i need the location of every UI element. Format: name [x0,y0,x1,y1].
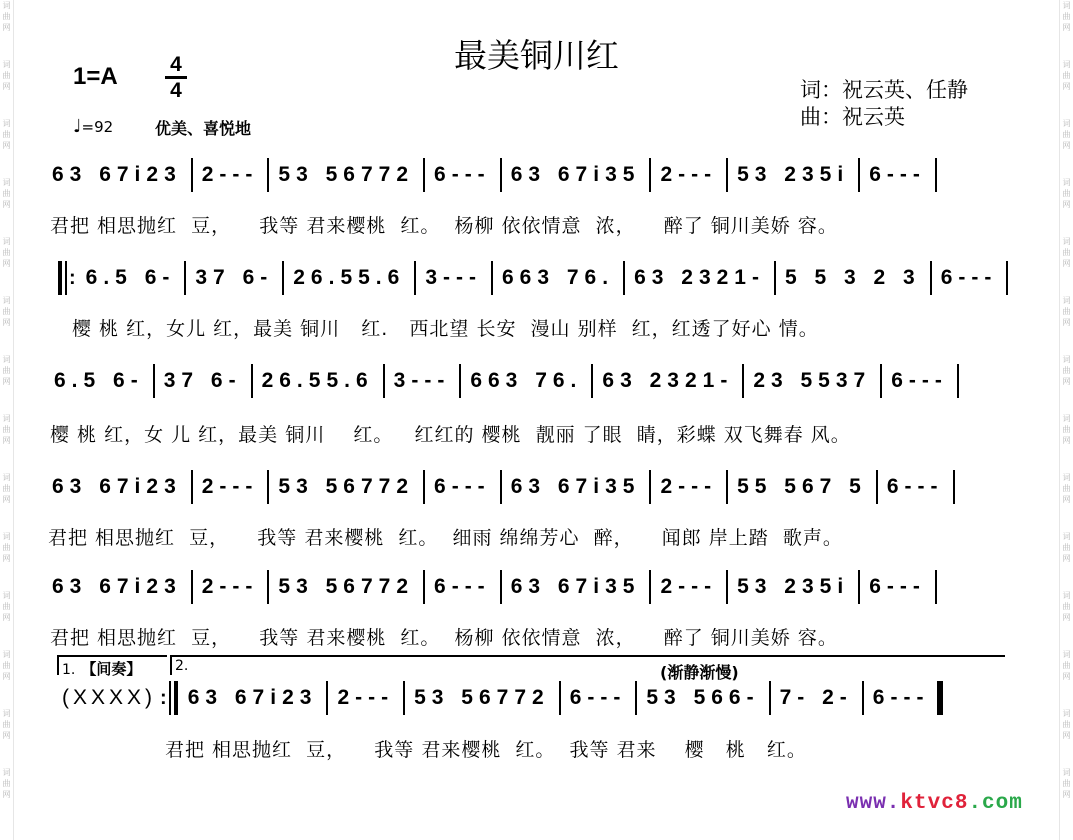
barline [649,158,651,192]
measure: 6--- [940,266,998,289]
measure: 63 2321- [602,369,734,392]
lyric-line: 君把 相思抛红 豆， 我等 君来樱桃 红。 细雨 绵绵芳心 醉， 闻郎 岸上踏 歌声。 [48,527,843,549]
measure: 63 67i35 [510,163,641,186]
barline [267,158,269,192]
measure: 55 567 5 [737,475,867,498]
measure: 23 5537 [753,369,872,392]
measure: 3--- [393,369,451,392]
measure: 63 2321- [634,266,765,289]
measure: 63 67i35 [510,475,641,498]
barline [403,681,405,715]
barline [957,364,959,398]
time-signature [165,54,187,101]
lyric-line: 樱 桃 红，女 儿 红，最美 铜川 红。 红红的 樱桃 靓丽 了眼 睛，彩蝶 双飞舞春 风。 [50,424,851,446]
measure: 53 56772 [278,475,415,498]
notation-line [58,261,1013,295]
barline [774,261,776,295]
measure: 26.55.6 [261,369,374,392]
measure: 6--- [891,369,948,392]
measure: 2--- [660,163,718,186]
left-watermark-strip [0,0,14,840]
barline [191,570,193,604]
watermark-column: 词 曲 网 词 曲 网 词 曲 网 词 曲 网 词 曲 网 词 曲 网 词 曲 网 词 曲 网 词 曲 网 词 曲 网 词 曲 网 词 曲 网 词 曲 网 词 曲 网 [2,1,11,799]
barline [153,364,155,398]
barline [383,364,385,398]
measure: 6--- [434,475,491,498]
measure: 63 67i23 [52,475,182,498]
barline [930,261,932,295]
barline [858,158,860,192]
lyric-line: 樱 桃 红，女儿 红，最美 铜川 红. 西北望 长安 漫山 别样 红，红透了好心 情。 [72,318,819,340]
lyric-line: 君把 相思抛红 豆， 我等 君来樱桃 红。 我等 君来 樱 桃 红。 [165,739,807,761]
barline [726,470,728,504]
measure: 37 6- [163,369,242,392]
measure: 63 67i35 [510,575,641,598]
barline [1006,261,1008,295]
measure: 37 6- [195,266,274,289]
right-watermark-strip [1059,0,1073,840]
final-barline [937,681,943,715]
measure: 53 235i [737,163,850,186]
barline [500,470,502,504]
measure: 53 235i [737,575,850,598]
barline [649,470,651,504]
barline [491,261,493,295]
measure: 7- 2- [779,686,853,709]
barline [191,470,193,504]
site-prefix: www. [846,792,901,815]
key-signature: 1=A [73,63,118,90]
barline [267,470,269,504]
measure: 6--- [569,686,627,709]
volta-number: 2. [175,658,189,674]
measure: 6--- [434,163,491,186]
measure: 6--- [434,575,491,598]
measure: 63 67i23 [52,163,182,186]
measure: 63 67i23 [52,575,182,598]
barline [282,261,284,295]
site-suffix: .com [968,792,1023,815]
notation-line [50,364,964,398]
measure: 2--- [201,163,259,186]
measure: 2--- [337,686,395,709]
interlude-notes: (XXXX) [62,686,157,709]
measure: 6--- [886,475,944,498]
watermark-column: 词 曲 网 词 曲 网 词 曲 网 词 曲 网 词 曲 网 词 曲 网 词 曲 网 词 曲 网 词 曲 网 词 曲 网 词 曲 网 词 曲 网 词 曲 网 词 曲 网 [1062,1,1071,799]
site-brand: ktvc8 [900,792,969,815]
repeat-end-sign: : [160,681,178,715]
measure: 663 76. [502,266,615,289]
measure: 6--- [869,163,926,186]
notation-line [48,158,942,192]
barline [500,570,502,604]
notation-line [58,681,947,715]
barline [423,158,425,192]
barline [880,364,882,398]
measure: 2--- [660,475,718,498]
measure: 53 56772 [414,686,550,709]
barline [649,570,651,604]
composer-credit: 曲：祝云英 [800,105,905,129]
barline [423,570,425,604]
barline [769,681,771,715]
barline [191,158,193,192]
measure: 6--- [869,575,926,598]
barline [935,570,937,604]
barline [184,261,186,295]
measure: 63 67i23 [187,686,318,709]
tempo-marking [73,116,113,137]
barline [423,470,425,504]
measure: 3--- [425,266,482,289]
measure: 53 56772 [278,163,415,186]
barline [591,364,593,398]
measure: 6.5 6- [85,266,176,289]
time-signature-bottom: 4 [170,79,182,102]
barline [500,158,502,192]
barline [251,364,253,398]
barline [414,261,416,295]
barline [459,364,461,398]
barline [623,261,625,295]
measure: 2--- [201,575,259,598]
barline [726,570,728,604]
dynamics-marking: (渐静渐慢) [660,663,739,682]
lyricist-credit: 词：祝云英、任静 [800,78,968,102]
site-watermark [846,792,1023,815]
volta-bracket-2 [170,655,1005,675]
barline [876,470,878,504]
interlude-label: 【间奏】 [81,660,142,678]
time-signature-top: 4 [170,53,182,76]
barline [742,364,744,398]
measure: 663 76. [470,369,583,392]
measure: 26.55.6 [293,266,406,289]
measure: 6.5 6- [54,369,144,392]
quarter-note-icon: ♩ [73,116,82,137]
barline [935,158,937,192]
lyric-line: 君把 相思抛红 豆， 我等 君来樱桃 红。 杨柳 依依情意 浓， 醉了 铜川美娇 容。 [50,215,838,237]
expression-marking: 优美、喜悦地 [155,119,252,138]
tempo-value: =92 [81,118,114,136]
song-title: 最美铜川红 [454,36,619,75]
measure: 53 56772 [278,575,415,598]
barline [726,158,728,192]
barline [862,681,864,715]
volta-number: 1. [62,662,76,678]
volta-bracket-1 [57,655,167,678]
barline [635,681,637,715]
notation-line [48,570,942,604]
measure: 2--- [201,475,259,498]
barline [559,681,561,715]
barline [953,470,955,504]
measure: 6--- [872,686,930,709]
measure: 53 566- [646,686,760,709]
measure: 5 5 3 2 3 [784,266,921,289]
notation-line [48,470,960,504]
barline [858,570,860,604]
lyric-line: 君把 相思抛红 豆， 我等 君来樱桃 红。 杨柳 依依情意 浓， 醉了 铜川美娇 容。 [50,627,838,649]
repeat-start-sign: : [58,261,76,295]
measure: 2--- [660,575,718,598]
barline [326,681,328,715]
barline [267,570,269,604]
